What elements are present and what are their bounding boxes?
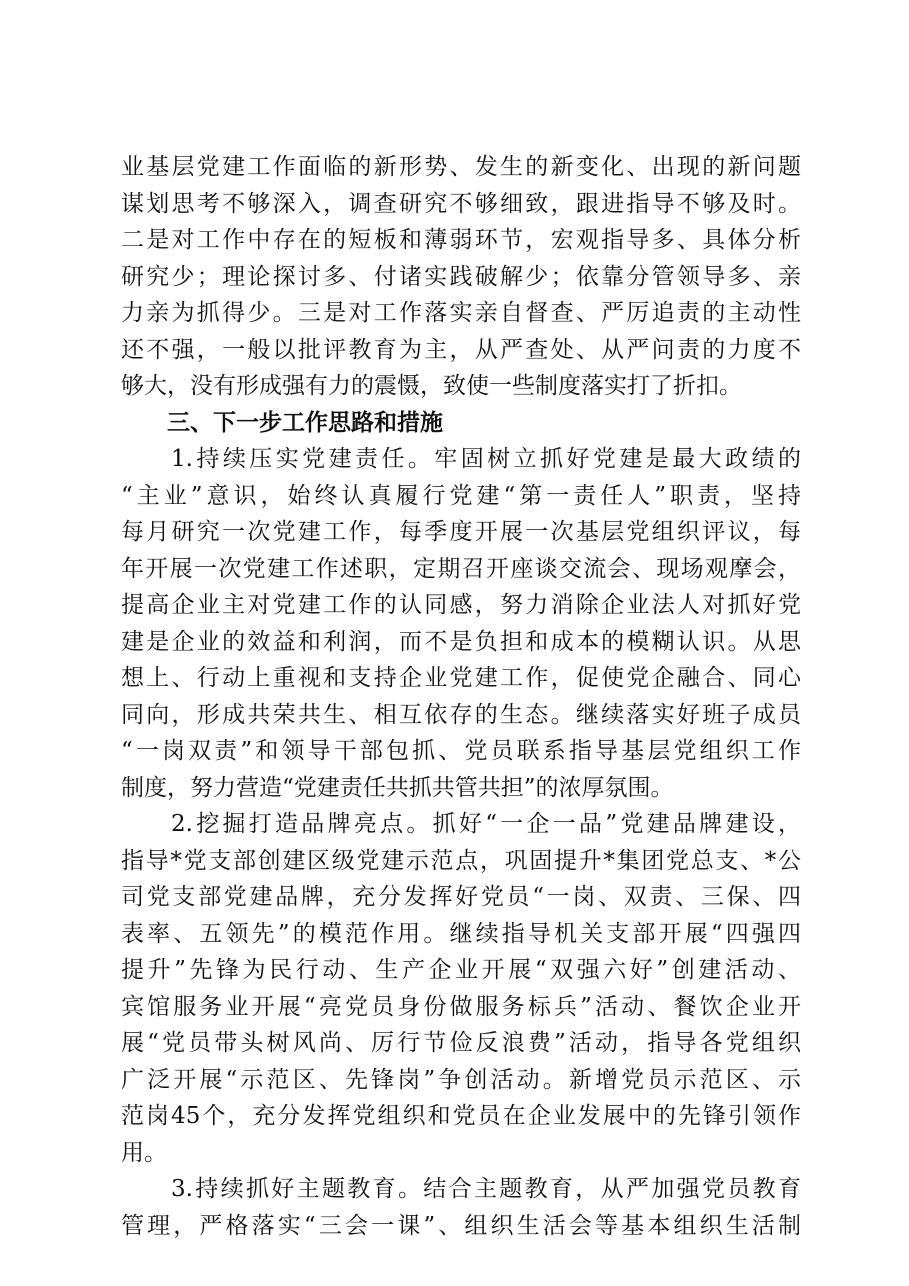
section-heading: 三、下一步工作思路和措施: [167, 409, 443, 436]
body-line: “主业”意识，始终认真履行党建“第一责任人”职责，坚持: [121, 482, 801, 509]
paragraph-1-first-line: 1.持续压实党建责任。牢固树立抓好党建是最大政绩的: [171, 446, 801, 472]
body-line: 制度，努力营造“党建责任共抓共管共担”的浓厚氛围。: [121, 774, 674, 801]
paragraph-2-first-line: 2.挖掘打造品牌亮点。抓好“一企一品”党建品牌建设，: [171, 811, 801, 837]
body-line: 还不强，一般以批评教育为主，从严查处、从严问责的力度不: [121, 336, 801, 363]
body-line: 用。: [121, 1139, 167, 1166]
body-line: 提高企业主对党建工作的认同感，努力消除企业法人对抓好党: [121, 592, 801, 618]
body-line: 范岗45个，充分发挥党组织和党员在企业发展中的先锋引领作: [121, 1103, 801, 1129]
body-line: 表率、五领先”的模范作用。继续指导机关支部开展“四强四: [121, 920, 801, 947]
body-line: 指导*党支部创建区级党建示范点，巩固提升*集团党总支、*公: [121, 847, 801, 874]
body-line: 管理，严格落实“三会一课”、组织生活会等基本组织生活制: [121, 1212, 801, 1239]
body-line: 建是企业的效益和利润，而不是负担和成本的模糊认识。从思: [121, 628, 801, 655]
body-line: 二是对工作中存在的短板和薄弱环节，宏观指导多、具体分析: [121, 227, 801, 253]
document-body: [121, 149, 801, 1244]
body-line: 宾馆服务业开展“亮党员身份做服务标兵”活动、餐饮企业开: [121, 993, 801, 1020]
body-line: 司党支部党建品牌，充分发挥好党员“一岗、双责、三保、四: [121, 884, 801, 910]
body-line: 业基层党建工作面临的新形势、发生的新变化、出现的新问题: [121, 154, 801, 180]
body-line: 谋划思考不够深入，调查研究不够细致，跟进指导不够及时。: [121, 190, 801, 217]
body-line: 广泛开展“示范区、先锋岗”争创活动。新增党员示范区、示: [121, 1066, 801, 1093]
body-line: 够大，没有形成强有力的震慑，致使一些制度落实打了折扣。: [121, 373, 742, 399]
body-line: 同向，形成共荣共生、相互依存的生态。继续落实好班子成员: [121, 701, 801, 728]
body-line: 提升”先锋为民行动、生产企业开展“双强六好”创建活动、: [121, 957, 801, 983]
body-line: “一岗双责”和领导干部包抓、党员联系指导基层党组织工作: [121, 738, 801, 764]
body-line: 年开展一次党建工作述职，定期召开座谈交流会、现场观摩会，: [121, 555, 801, 582]
body-line: 想上、行动上重视和支持企业党建工作，促使党企融合、同心: [121, 665, 801, 691]
body-line: 每月研究一次党建工作，每季度开展一次基层党组织评议，每: [121, 519, 801, 545]
body-line: 研究少；理论探讨多、付诸实践破解少；依靠分管领导多、亲: [121, 263, 801, 290]
body-line: 展“党员带头树风尚、厉行节俭反浪费”活动，指导各党组织: [121, 1030, 801, 1056]
paragraph-3-first-line: 3.持续抓好主题教育。结合主题教育，从严加强党员教育: [171, 1176, 801, 1202]
body-line: 力亲为抓得少。三是对工作落实亲自督查、严厉追责的主动性: [121, 300, 801, 326]
